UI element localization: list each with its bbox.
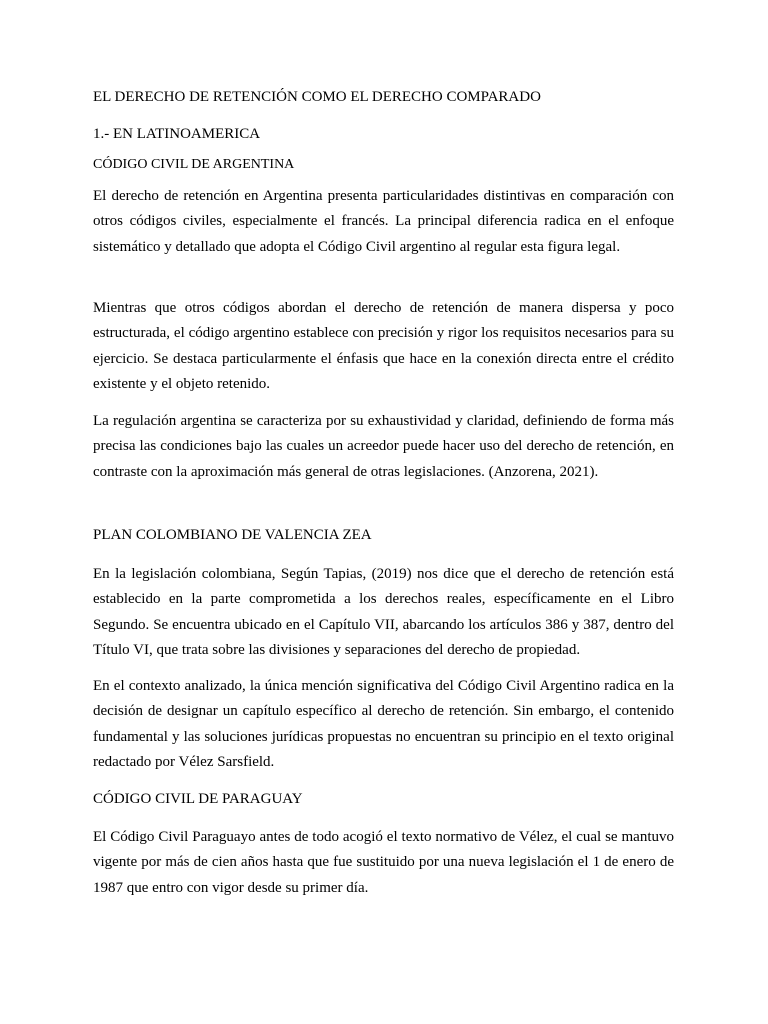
paragraph-colombia-2: En el contexto analizado, la única mención significativa del Código Civil Argentino radica en la decisión de designar un capítulo específico al derecho de retención. Sin embargo, el contenido fundamental y las soluciones jurídicas propuestas no encuentran su principio en el texto original redactado por Vélez Sarsfield.: [93, 678, 674, 770]
subheading-argentina: CÓDIGO CIVIL DE ARGENTINA: [93, 157, 295, 172]
paragraph-paraguay-1: El Código Civil Paraguayo antes de todo acogió el texto normativo de Vélez, el cual se mantuvo vigente por más de cien años hasta que fue sustituido por una nueva legislación el 1 de enero de 1987 que entro con vigor desde su primer día.: [93, 829, 674, 896]
subheading-paraguay: CÓDIGO CIVIL DE PARAGUAY: [93, 791, 303, 807]
subheading-colombia: PLAN COLOMBIANO DE VALENCIA ZEA: [93, 527, 372, 543]
paragraph-argentina-2: Mientras que otros códigos abordan el derecho de retención de manera dispersa y poco estructurada, el código argentino establece con precisión y rigor los requisitos necesarios para su ejercicio. Se destaca particularmente el énfasis que hace en la conexión directa entre el crédito existente y el objeto retenido.: [93, 300, 674, 392]
paragraph-argentina-1: El derecho de retención en Argentina presenta particularidades distintivas en comparación con otros códigos civiles, especialmente el francés. La principal diferencia radica en el enfoque sistemático y detallado que adopta el Código Civil argentino al regular esta figura legal.: [93, 188, 674, 255]
document-title: EL DERECHO DE RETENCIÓN COMO EL DERECHO COMPARADO: [93, 89, 541, 105]
paragraph-argentina-3: La regulación argentina se caracteriza por su exhaustividad y claridad, definiendo de forma más precisa las condiciones bajo las cuales un acreedor puede hacer uso del derecho de retención, en contraste con la aproximación más general de otras legislaciones. (Anzorena, 2021).: [93, 413, 674, 480]
section-heading-latinoamerica: 1.- EN LATINOAMERICA: [93, 126, 261, 142]
paragraph-colombia-1: En la legislación colombiana, Según Tapias, (2019) nos dice que el derecho de retención está establecido en la parte comprometida a los derechos reales, específicamente en el Libro Segundo. Se encuentra ubicado en el Capítulo VII, abarcando los artículos 386 y 387, dentro del Título VI, que trata sobre las divisiones y separaciones del derecho de propiedad.: [93, 566, 674, 658]
